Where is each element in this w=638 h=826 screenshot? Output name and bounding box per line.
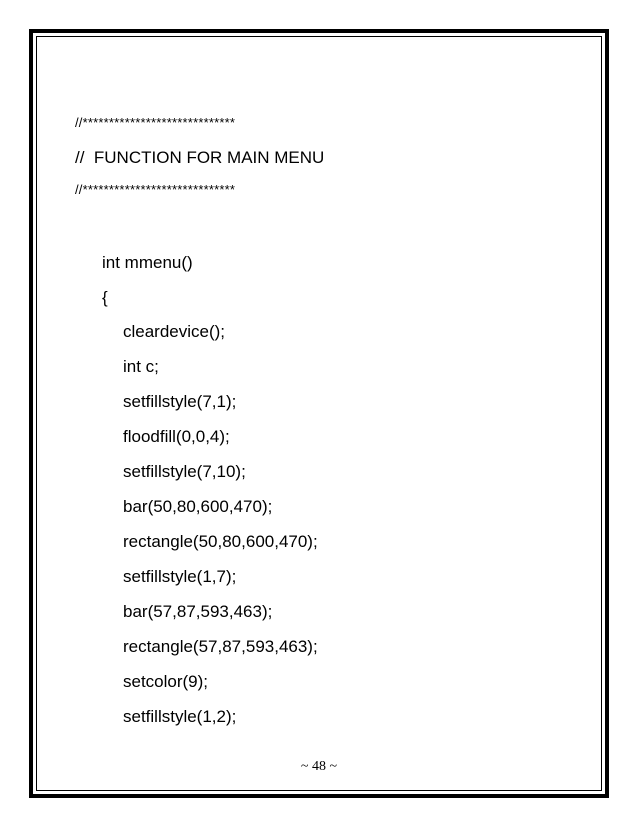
section-title: // FUNCTION FOR MAIN MENU <box>75 148 325 167</box>
code-line: setfillstyle(1,7); <box>123 567 237 586</box>
code-line: rectangle(50,80,600,470); <box>123 532 318 551</box>
code-line: int c; <box>123 357 159 376</box>
function-signature: int mmenu() <box>102 253 193 272</box>
open-brace: { <box>102 288 108 307</box>
code-line: floodfill(0,0,4); <box>123 427 230 446</box>
code-line: bar(57,87,593,463); <box>123 602 273 621</box>
page-number: ~ 48 ~ <box>300 759 338 774</box>
code-line: rectangle(57,87,593,463); <box>123 637 318 656</box>
code-line: bar(50,80,600,470); <box>123 497 273 516</box>
code-line: setfillstyle(7,1); <box>123 392 237 411</box>
code-line: setfillstyle(7,10); <box>123 462 246 481</box>
code-line: setfillstyle(1,2); <box>123 707 237 726</box>
comment-stars-top: //***************************** <box>75 115 236 130</box>
code-line: setcolor(9); <box>123 672 209 691</box>
comment-stars-bottom: //***************************** <box>75 182 236 197</box>
code-line: cleardevice(); <box>123 322 226 341</box>
